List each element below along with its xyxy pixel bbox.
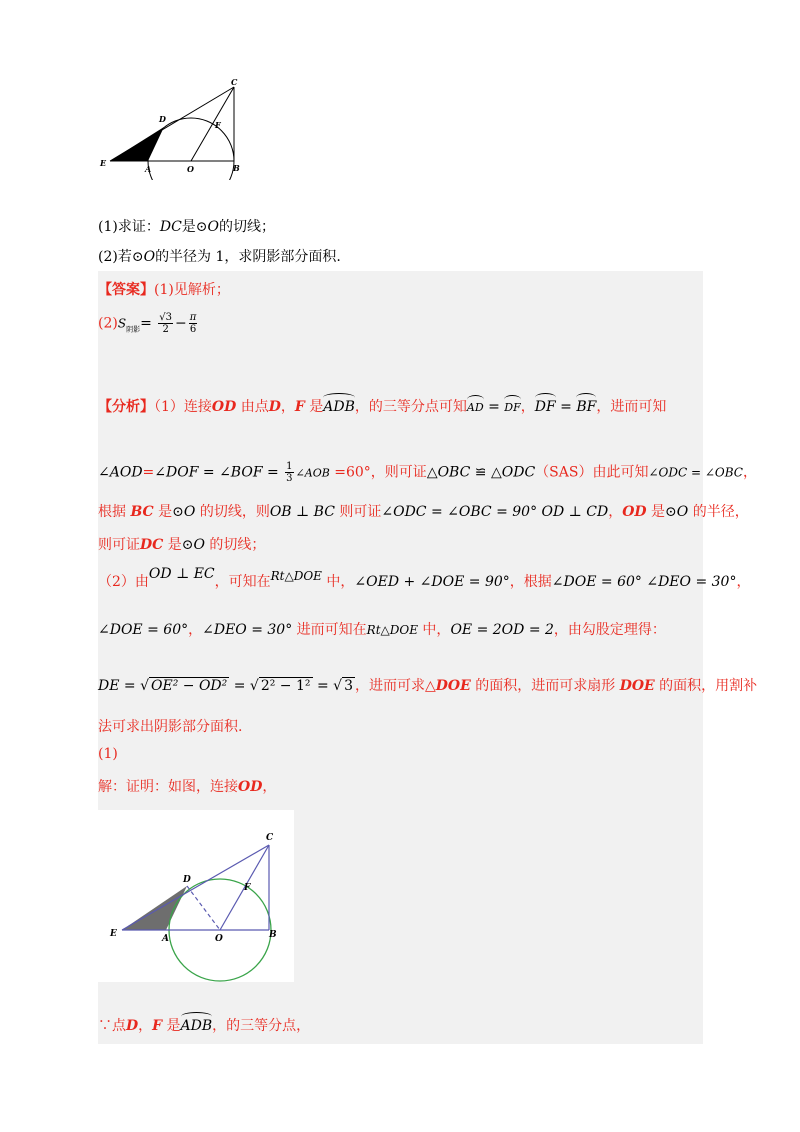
label-f: F xyxy=(215,120,221,130)
label-c: C xyxy=(266,833,274,843)
analysis-line-7: DE = √ OE² − OD² = √ 2² − 1² = √ 3 ，进而可求△DOE 的面积，进而可求扇形 DOE 的面积，用割补 xyxy=(98,678,758,694)
label-o: O xyxy=(215,934,223,944)
solution-line-1: 解：证明：如图，连接OD， xyxy=(98,779,277,795)
answer-line-2: $(2)S_{阴影}=$ $\frac{√3}{2}$ − $\frac{\pi}{6}$ xyxy=(98,312,197,335)
solution-part-label: (1) xyxy=(98,746,118,762)
label-a: A xyxy=(145,164,152,174)
label-e: E xyxy=(100,158,107,168)
analysis-line-8: 法可求出阴影部分面积. xyxy=(98,719,243,735)
analysis-line-4: 则可证DC 是⊙O 的切线； xyxy=(98,537,266,553)
analysis-line-2: ∠AOD=∠DOF = ∠BOF = $\frac{1}{3}$ ∠AOB =60°，则可证△OBC ≌ △ODC（SAS）由此可知∠ODC = ∠OBC， xyxy=(98,461,757,484)
label-f: F xyxy=(244,883,251,893)
label-o: O xyxy=(187,164,194,174)
analysis-line-3: 根据 BC 是⊙O 的切线，则OB ⊥ BC 则可证∠ODC = ∠OBC = 90° OD ⊥ CD，OD 是⊙O 的半径， xyxy=(98,504,749,520)
analysis-line-5: （2）由OD ⊥ EC，可知在Rt△DOE 中，∠OED + ∠DOE = 90°，根据∠DOE = 60° ∠DEO = 30°， xyxy=(98,566,751,590)
label-c: C xyxy=(231,77,238,87)
question-part-2: (2)若⊙O的半径为 1，求阴影部分面积. xyxy=(98,249,341,265)
question-part-1: (1)求证：DC是⊙O的切线； xyxy=(98,219,275,235)
label-b: B xyxy=(233,163,240,173)
label-d: D xyxy=(159,114,166,124)
analysis-line-6: ∠DOE = 60°，∠DEO = 30° 进而可知在Rt△DOE 中，OE = 2OD = 2，由勾股定理得： xyxy=(98,622,666,638)
label-d: D xyxy=(183,875,191,885)
answer-line-1: 【答案】(1)见解析； xyxy=(98,282,230,298)
solution-line-2: ∵点D，F 是ADB，的三等分点， xyxy=(98,1012,310,1035)
label-a: A xyxy=(162,934,169,944)
geometry-figure-1 xyxy=(98,75,263,180)
geometry-figure-2 xyxy=(98,810,294,982)
label-b: B xyxy=(269,930,277,940)
label-e: E xyxy=(110,929,117,939)
analysis-line-1: 【分析】（1）连接OD 由点D，F 是ADB，的三等分点可知AD = DF，DF = BF，进而可知 xyxy=(98,393,666,416)
